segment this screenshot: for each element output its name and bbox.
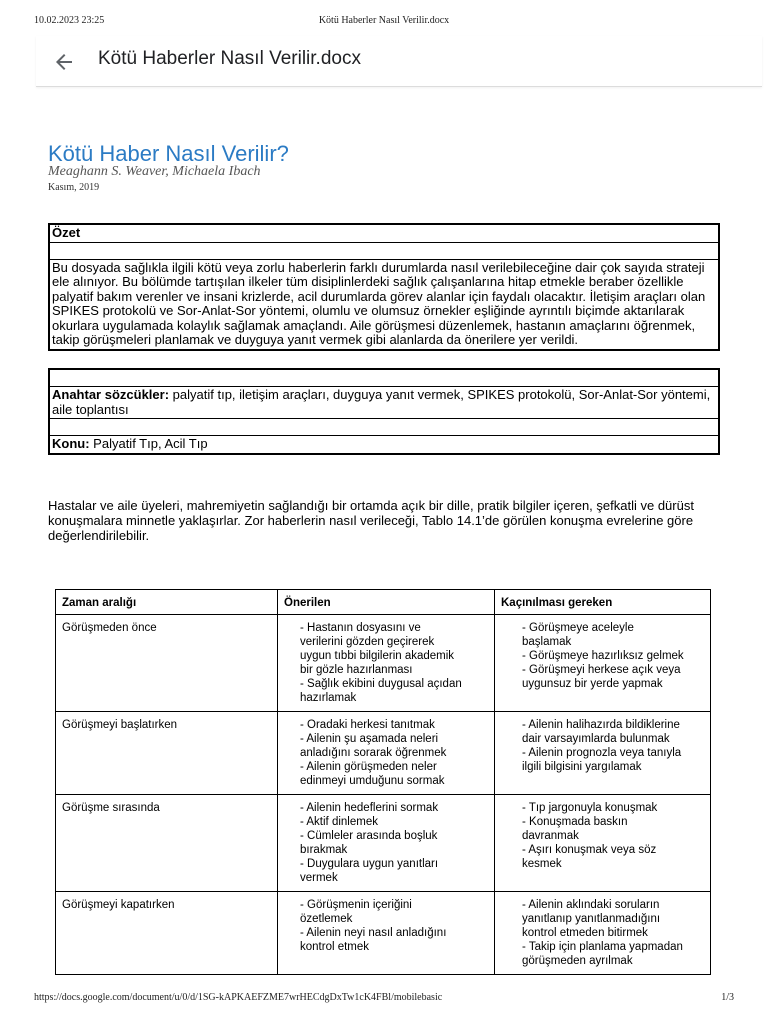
table-row <box>56 892 711 975</box>
print-header <box>34 15 734 29</box>
row-avoid <box>495 615 711 712</box>
row-time: Görüşmeden önce <box>56 615 278 712</box>
document-title: Kötü Haber Nasıl Verilir? <box>48 141 289 166</box>
topic-label: Konu: <box>52 436 90 451</box>
conversation-table <box>55 589 711 975</box>
cell-line: - Görüşmenin içeriğini <box>300 899 412 911</box>
cell-line: yanıtlanıp yanıtlanmadığını <box>522 913 661 925</box>
cell-line: - Sağlık ekibini duygusal açıdan <box>300 678 462 690</box>
print-datetime: 10.02.2023 23:25 <box>34 15 105 26</box>
keywords-cell <box>50 387 719 419</box>
row-avoid <box>495 795 711 892</box>
cell-line: - Ailenin aklındaki soruların <box>522 899 660 911</box>
cell-line: - Tıp jargonuyla konuşmak <box>522 802 658 814</box>
footer-url[interactable]: https://docs.google.com/document/u/0/d/1SG-kAPKAEFZME7wrHECdgDxTw1cK4FBl/mobilebasic <box>34 992 443 1003</box>
topic-text: Palyatif Tıp, Acil Tıp <box>93 436 208 451</box>
row-recommended <box>278 712 495 795</box>
keywords-box <box>48 368 720 455</box>
cell-line: - Ailenin neyi nasıl anladığını <box>300 927 447 939</box>
cell-line: - Aşırı konuşmak veya söz <box>522 844 657 856</box>
cell-line: anladığını sorarak öğrenmek <box>300 747 447 759</box>
header-recommended: Önerilen <box>278 590 495 615</box>
cell-line: - Ailenin görüşmeden neler <box>300 761 437 773</box>
table-header-row <box>56 590 711 615</box>
cell-line: görüşmeden ayrılmak <box>522 955 633 967</box>
arrow-left-icon[interactable] <box>52 50 76 74</box>
summary-text: Bu dosyada sağlıkla ilgili kötü veya zorlu haberlerin farklı durumlarda nasıl verilebileceğine dair çok sayıda strateji ele alınıyor. Bu bölümde tartışılan ilkeler tüm disiplinlerdeki sağlık çalışanlarına hitap etmekle beraber özellikle palyatif bakım verenler ve insani krizlerde, acil durumlarda görev alanlar için faydalı olacaktır. İletişim araçları olan SPIKES protokolü ve Sor-Anlat-Sor yöntemi, olumlu ve olumsuz örnekler eşliğinde ayrıntılı biçimde aktarılarak okurlara uygulamada kolaylık sağlamak amaçlandı. Aile görüşmesi düzenlemek, hastanın amaçlarını öğrenmek, takip görüşmeleri planlamak ve duyguya yanıt vermek gibi alanlarda da önerilere yer verildi. <box>50 259 719 349</box>
table-row <box>56 795 711 892</box>
cell-line: - Duygulara uygun yanıtları <box>300 858 439 870</box>
row-time: Görüşmeyi kapatırken <box>56 892 278 975</box>
cell-line: uygunsuz bir yerde yapmak <box>522 678 663 690</box>
cell-line: - Görüşmeyi herkese açık veya <box>522 664 681 676</box>
document-authors: Meaghann S. Weaver, Michaela Ibach <box>48 164 261 179</box>
cell-line: bir gözle hazırlanması <box>300 664 413 676</box>
document-date: Kasım, 2019 <box>48 182 100 193</box>
cell-line: - Hastanın dosyasını ve <box>300 622 421 634</box>
row-recommended <box>278 615 495 712</box>
cell-line: verilerini gözden geçirerek <box>300 636 435 648</box>
row-time: Görüşme sırasında <box>56 795 278 892</box>
keywords-text: palyatif tıp, iletişim araçları, duyguya yanıt vermek, SPIKES protokolü, Sor-Anlat-Sor yöntemi, aile toplantısı <box>52 387 711 417</box>
cell-line: - Ailenin hedeflerini sormak <box>300 802 439 814</box>
cell-line: - Görüşmeye hazırlıksız gelmek <box>522 650 684 662</box>
cell-line: hazırlamak <box>300 692 357 704</box>
print-footer <box>34 992 734 1006</box>
print-title: Kötü Haberler Nasıl Verilir.docx <box>318 15 450 26</box>
row-avoid <box>495 712 711 795</box>
cell-line: uygun tıbbi bilgilerin akademik <box>300 650 455 662</box>
cell-line: - Ailenin şu aşamada neleri <box>300 733 439 745</box>
cell-line: - Cümleler arasında boşluk <box>300 830 438 842</box>
summary-heading: Özet <box>50 225 719 243</box>
cell-line: başlamak <box>522 636 572 648</box>
app-bar-title: Kötü Haberler Nasıl Verilir.docx <box>98 48 361 69</box>
keywords-label: Anahtar sözcükler: <box>52 387 170 402</box>
summary-spacer <box>50 242 719 259</box>
cell-line: - Takip için planlama yapmadan <box>522 941 683 953</box>
cell-line: - Aktif dinlemek <box>300 816 378 828</box>
cell-line: davranmak <box>522 830 579 842</box>
keywords-spacer-2 <box>50 419 719 436</box>
cell-line: - Oradaki herkesi tanıtmak <box>300 719 435 731</box>
intro-paragraph: Hastalar ve aile üyeleri, mahremiyetin sağlandığı bir ortamda açık bir dille, pratik bilgiler içeren, şefkatli ve dürüst konuşmalara minnetle yaklaşırlar. Zor haberlerin nasıl verileceği, Tablo 14.1’de görülen konuşma evrelerine göre değerlendirilebilir. <box>48 498 694 543</box>
footer-page-number: 1/3 <box>721 992 734 1003</box>
table-row <box>56 712 711 795</box>
topic-cell <box>50 436 719 454</box>
cell-line: kontrol etmeden bitirmek <box>522 927 648 939</box>
cell-line: - Ailenin halihazırda bildiklerine <box>522 719 680 731</box>
cell-line: - Görüşmeye aceleyle <box>522 622 634 634</box>
cell-line: özetlemek <box>300 913 353 925</box>
cell-line: ilgili bilgisini yargılamak <box>522 761 642 773</box>
cell-line: kesmek <box>522 858 562 870</box>
keywords-spacer <box>50 370 719 387</box>
row-recommended <box>278 892 495 975</box>
cell-line: - Ailenin prognozla veya tanıyla <box>522 747 682 759</box>
cell-line: dair varsayımlarda bulunmak <box>522 733 670 745</box>
app-bar <box>36 36 762 87</box>
cell-line: kontrol etmek <box>300 941 370 953</box>
cell-line: edinmeyi umduğunu sormak <box>300 775 445 787</box>
row-avoid <box>495 892 711 975</box>
table-row <box>56 615 711 712</box>
cell-line: - Konuşmada baskın <box>522 816 628 828</box>
row-recommended <box>278 795 495 892</box>
header-time: Zaman aralığı <box>56 590 278 615</box>
summary-box <box>48 223 720 351</box>
cell-line: bırakmak <box>300 844 348 856</box>
header-avoid: Kaçınılması gereken <box>495 590 711 615</box>
cell-line: vermek <box>300 872 338 884</box>
row-time: Görüşmeyi başlatırken <box>56 712 278 795</box>
